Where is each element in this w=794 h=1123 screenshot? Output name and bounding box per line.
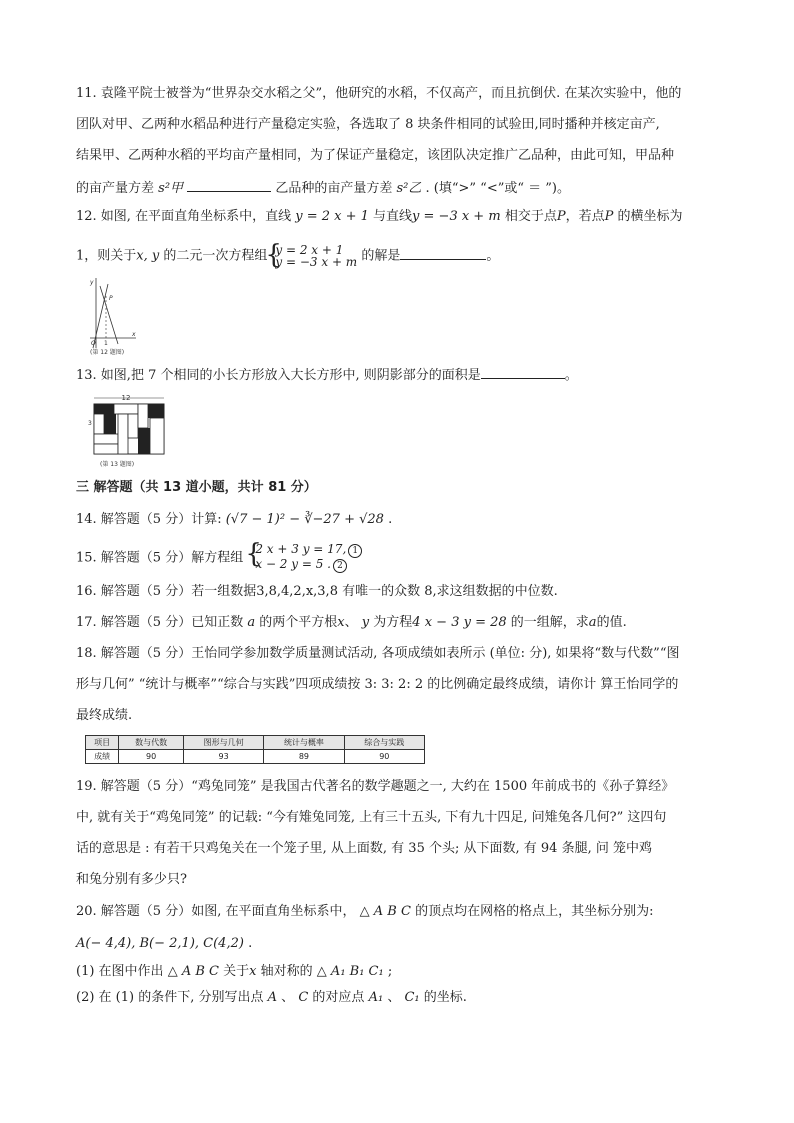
q14-prefix: 14. 解答题（5 分）计算: (76, 512, 222, 527)
q20-p2-d: 、 (387, 990, 401, 1005)
q15-line (76, 543, 726, 573)
q11-text-a: 的亩产量方差 (76, 181, 155, 196)
q11-line3: 结果甲、乙两种水稻的平均亩产量相同，为了保证产量稳定，该团队决定推广乙品种，由此可知，甲品种 (76, 148, 675, 163)
q13-shade-4 (138, 428, 150, 454)
q18-line1: 18. 解答题（5 分）王怡同学参加数学质量测试活动, 各项成绩如表所示 (单位: 分), 如果将“数与代数”“图 (76, 646, 680, 661)
q12-text-g: 的二元一次方程组 (163, 248, 268, 264)
q12-text-f: 1，则关于 (76, 248, 137, 264)
q18-line2: 形与几何” “统计与概率”“综合与实践”四项成绩按 3: 3: 2: 2 的比例确定最终成绩，请你计 算王怡同学的 (76, 677, 679, 692)
q11-answer-blank[interactable] (187, 177, 271, 192)
q20-p1-a: (1) 在图中作出 (76, 964, 164, 979)
q18-line3: 最终成绩. (76, 708, 133, 723)
q17-var-a: a (247, 615, 256, 630)
q12-answer-blank[interactable] (400, 245, 486, 260)
table-header-cell: 项目 (86, 736, 119, 750)
q11-text-c: . (填“>” “<”或“ ＝ ”)。 (425, 181, 570, 196)
q20-triangle: △ A B C (359, 904, 411, 919)
q12-line1 (76, 207, 726, 227)
table-header-cell: 数与代数 (119, 736, 184, 750)
q17-var-a2: a (588, 615, 597, 630)
q12-text-i: 。 (486, 248, 500, 264)
q19-line4: 和兔分别有多少只? (76, 872, 187, 887)
table-row (86, 750, 425, 764)
q12-system (267, 244, 357, 268)
q12-label-p: P (109, 295, 113, 302)
q12-text-d: ，若点 (565, 209, 605, 224)
q12-text-b: 与直线 (373, 209, 413, 224)
q17-var-x: x (337, 615, 345, 630)
section3-title: 三 解答题（共 13 道小题，共计 81 分） (76, 480, 317, 495)
q13-width-label: 12 (121, 394, 131, 402)
q15-eq2: x − 2 y = 5 . (255, 557, 331, 571)
table-cell: 成绩 (86, 750, 119, 764)
q17-text-f: 的值. (596, 615, 627, 630)
q20-line1 (76, 902, 726, 922)
q14-line (76, 510, 726, 530)
q20-coords: A(− 4,4), B(− 2,1), C(4,2) (76, 936, 244, 951)
q11-variance-yi: s²乙 (396, 181, 422, 196)
q13-side-label: 3 (88, 420, 92, 427)
q20-p2-a: (2) 在 (1) 的条件下, 分别写出点 (76, 990, 264, 1005)
q13-shade-3 (148, 404, 164, 418)
q15-prefix: 15. 解答题（5 分）解方程组 (76, 550, 244, 566)
q12-text-c: 相交于点 (504, 209, 557, 224)
q15-system (247, 543, 362, 573)
q12-text-a: 12. 如图, 在平面直角坐标系中，直线 (76, 209, 292, 224)
table-header-cell: 统计与概率 (264, 736, 344, 750)
q20-point-c: C (298, 990, 309, 1005)
q20-p2-c: 的对应点 (312, 990, 365, 1005)
q12-vars: x, y (136, 248, 160, 264)
q12-sys-eq2: y = −3 x + m (275, 255, 358, 269)
q13-answer-blank[interactable] (481, 364, 565, 379)
q17-text-c: 、 (344, 615, 358, 630)
q20-p2-b: 、 (281, 990, 295, 1005)
q15-mark1: 1 (348, 544, 362, 558)
table-cell: 93 (183, 750, 263, 764)
table-cell: 90 (344, 750, 424, 764)
q17-eq: 4 x − 3 y = 28 (412, 615, 507, 630)
q13-figure (86, 392, 166, 470)
q20-p1-triangle1: △ A₁ B₁ C₁ (316, 964, 384, 979)
q17-text-a: 17. 解答题（5 分）已知正数 (76, 615, 244, 630)
q20-part2 (76, 988, 726, 1008)
q12-text-e: 的横坐标为 (617, 209, 683, 224)
q11-variance-jia: s²甲 (158, 181, 184, 196)
q11-line1: 11. 袁隆平院士被誉为“世界杂交水稻之父”，他研究的水稻，不仅高产，而且抗倒伏. 在某次实验中，他的 (76, 86, 682, 101)
q20-p1-x: x (249, 964, 257, 979)
q13-shade-1 (94, 404, 114, 414)
q20-p1-b: 关于 (223, 964, 250, 979)
q13-text-b: 。 (564, 368, 578, 383)
q17-text-b: 的两个平方根 (259, 615, 338, 630)
table-header-cell: 图形与几何 (183, 736, 263, 750)
table-cell: 90 (119, 750, 184, 764)
q12-eq2: y = −3 x + m (412, 209, 501, 224)
q20-p1-triangle: △ A B C (167, 964, 219, 979)
q20-p1-c: 轴对称的 (260, 964, 313, 979)
q20-point-c1: C₁ (404, 990, 420, 1005)
q20-p2-e: 的坐标. (423, 990, 467, 1005)
q12-text-h: 的解是 (361, 248, 401, 264)
q20-point-a: A (267, 990, 278, 1005)
q20-text-a: 20. 解答题（5 分）如图, 在平面直角坐标系中， (76, 904, 356, 919)
table-cell: 89 (264, 750, 344, 764)
q13-caption: (第 13 题图) (100, 461, 135, 468)
q12-label-y: y (90, 279, 94, 286)
q12-point-p2: P (604, 209, 614, 224)
q11-text-b: 乙品种的亩产量方差 (275, 181, 393, 196)
q12-point-p: P (556, 209, 566, 224)
q17-text-d: 为方程 (373, 615, 413, 630)
q17-var-y: y (361, 615, 370, 630)
table-header-cell: 综合与实践 (344, 736, 424, 750)
table-header-row (86, 736, 425, 750)
q20-p1-d: ; (387, 964, 393, 979)
q15-mark2: 2 (333, 559, 347, 573)
q13-shade-2 (104, 414, 116, 434)
q16-line: 16. 解答题（5 分）若一组数据3,8,4,2,x,3,8 有唯一的众数 8,求这组数据的中位数. (76, 584, 558, 599)
q19-line3: 话的意思是 : 有若干只鸡兔关在一个笼子里, 从上面数, 有 35 个头; 从下面数, 有 94 条腿, 问 笼中鸡 (76, 841, 652, 856)
q12-label-x: x (132, 331, 136, 338)
q19-line2: 中, 就有关于“鸡兔同笼” 的记载: “今有雉兔同笼, 上有三十五头, 下有九十四足, 问雉兔各几何?” 这四句 (76, 810, 667, 825)
q11-line4 (76, 177, 726, 199)
q20-coords-end: . (248, 936, 253, 951)
q15-eq1: 2 x + 3 y = 17, (255, 542, 347, 556)
q12-figure (86, 274, 140, 356)
q18-score-table (85, 735, 425, 764)
q12-sys-eq1: y = 2 x + 1 (275, 243, 344, 257)
q12-label-o: O (91, 340, 96, 347)
q12-caption: (第 12 题图) (90, 349, 125, 356)
q17-line (76, 613, 726, 633)
q20-text-b: 的顶点均在网格的格点上，其坐标分别为: (415, 904, 654, 919)
q17-text-e: 的一组解，求 (510, 615, 589, 630)
q12-eq1: y = 2 x + 1 (295, 209, 369, 224)
q20-part1 (76, 962, 726, 982)
q12-line2 (76, 244, 726, 268)
q14-suffix: . (388, 512, 393, 527)
q13-text-a: 13. 如图,把 7 个相同的小长方形放入大长方形中, 则阴影部分的面积是 (76, 368, 481, 383)
q14-expr: (√7 − 1)² − ∛−27 + √28 (225, 512, 384, 527)
q11-line2: 团队对甲、乙两种水稻品种进行产量稳定实验，各选取了 8 块条件相同的试验田,同时播种并核定亩产, (76, 117, 660, 132)
q20-line2 (76, 934, 726, 954)
q12-label-1: 1 (104, 340, 108, 347)
q19-line1: 19. 解答题（5 分）“鸡兔同笼” 是我国古代著名的数学趣题之一, 大约在 1500 年前成书的《孙子算经》 (76, 779, 675, 794)
q13-line1 (76, 364, 726, 386)
q20-point-a1: A₁ (368, 990, 384, 1005)
